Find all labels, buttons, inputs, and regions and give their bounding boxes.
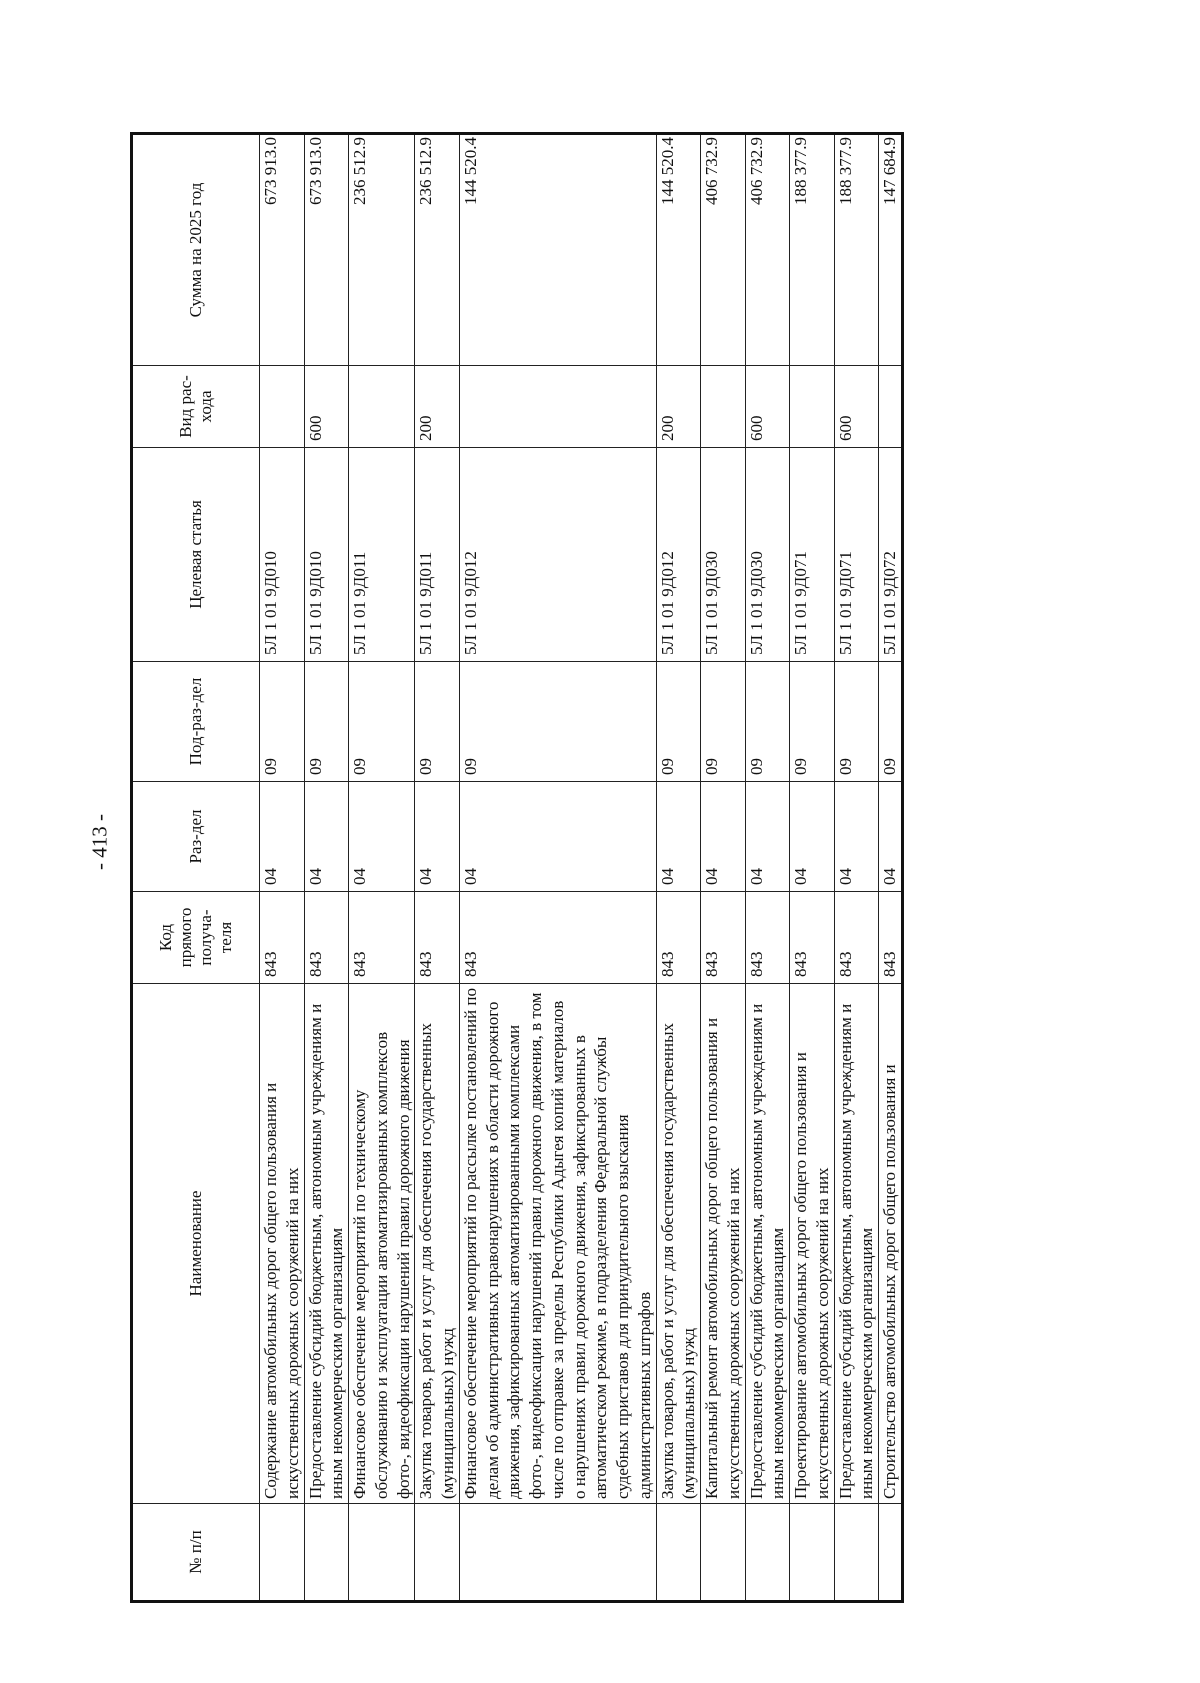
header-expense: Вид рас-хода — [132, 366, 260, 448]
header-name: Наименование — [132, 984, 260, 1504]
cell-expense — [260, 366, 305, 448]
page-number: - 413 - — [87, 814, 112, 870]
table-row — [349, 134, 415, 1602]
cell-code: 843 — [879, 892, 903, 984]
cell-code: 843 — [349, 892, 415, 984]
cell-name: Предоставление субсидий бюджетным, автономным учреждениям и иным некоммерческим организациям — [834, 984, 879, 1504]
header-code: Код прямого получа-теля — [132, 892, 260, 984]
cell-sum: 673 913.0 — [304, 134, 349, 366]
cell-article: 5Л 1 01 9Д012 — [459, 448, 656, 662]
cell-podrazdel: 09 — [459, 662, 656, 782]
table-row — [656, 134, 701, 1602]
cell-sum: 236 512.9 — [415, 134, 460, 366]
cell-podrazdel: 09 — [834, 662, 879, 782]
cell-num — [790, 1504, 835, 1602]
cell-article: 5Л 1 01 9Д030 — [745, 448, 790, 662]
cell-expense: 600 — [745, 366, 790, 448]
cell-sum: 144 520.4 — [656, 134, 701, 366]
cell-num — [349, 1504, 415, 1602]
header-razdel: Раз-дел — [132, 782, 260, 892]
cell-podrazdel: 09 — [701, 662, 746, 782]
cell-code: 843 — [701, 892, 746, 984]
cell-name: Закупка товаров, работ и услуг для обеспечения государственных (муниципальных) нужд — [415, 984, 460, 1504]
table-header-row — [132, 134, 260, 1602]
cell-razdel: 04 — [879, 782, 903, 892]
cell-podrazdel: 09 — [415, 662, 460, 782]
cell-article: 5Л 1 01 9Д012 — [656, 448, 701, 662]
header-article: Целевая статья — [132, 448, 260, 662]
cell-sum: 406 732.9 — [701, 134, 746, 366]
cell-razdel: 04 — [790, 782, 835, 892]
cell-name: Финансовое обеспечение мероприятий по техническому обслуживанию и эксплуатации автоматизированных комплексов фото-, видеофиксации нарушений правил дорожного движения — [349, 984, 415, 1504]
table-row — [415, 134, 460, 1602]
cell-razdel: 04 — [260, 782, 305, 892]
cell-sum: 144 520.4 — [459, 134, 656, 366]
cell-razdel: 04 — [349, 782, 415, 892]
header-sum: Сумма на 2025 год — [132, 134, 260, 366]
cell-name: Капитальный ремонт автомобильных дорог общего пользования и искусственных дорожных сооружений на них — [701, 984, 746, 1504]
cell-podrazdel: 09 — [304, 662, 349, 782]
cell-code: 843 — [304, 892, 349, 984]
cell-code: 843 — [745, 892, 790, 984]
cell-sum: 147 684.9 — [879, 134, 903, 366]
cell-num — [304, 1504, 349, 1602]
cell-expense: 600 — [304, 366, 349, 448]
cell-code: 843 — [260, 892, 305, 984]
cell-article: 5Л 1 01 9Д072 — [879, 448, 903, 662]
cell-num — [879, 1504, 903, 1602]
cell-article: 5Л 1 01 9Д030 — [701, 448, 746, 662]
cell-razdel: 04 — [415, 782, 460, 892]
table-row — [701, 134, 746, 1602]
cell-expense: 200 — [415, 366, 460, 448]
cell-code: 843 — [834, 892, 879, 984]
cell-expense: 600 — [834, 366, 879, 448]
cell-sum: 188 377.9 — [834, 134, 879, 366]
table-row — [879, 134, 903, 1602]
cell-expense: 200 — [656, 366, 701, 448]
cell-name: Строительство автомобильных дорог общего пользования и — [879, 984, 903, 1504]
table-row — [459, 134, 656, 1602]
table-row — [745, 134, 790, 1602]
cell-num — [656, 1504, 701, 1602]
cell-article: 5Л 1 01 9Д011 — [349, 448, 415, 662]
cell-razdel: 04 — [701, 782, 746, 892]
table-row — [260, 134, 305, 1602]
cell-num — [834, 1504, 879, 1602]
cell-name: Предоставление субсидий бюджетным, автономным учреждениям и иным некоммерческим организациям — [304, 984, 349, 1504]
cell-code: 843 — [459, 892, 656, 984]
cell-num — [415, 1504, 460, 1602]
cell-expense — [701, 366, 746, 448]
cell-razdel: 04 — [745, 782, 790, 892]
cell-expense — [459, 366, 656, 448]
cell-sum: 673 913.0 — [260, 134, 305, 366]
cell-name: Финансовое обеспечение мероприятий по рассылке постановлений по делам об административных правонарушениях в области дорожного движения, зафиксированных автоматизированными комплексами фото-, видеофиксации нарушений правил дорожного движения, в том числе по отправке за пределы Республики Адыгея копий материалов о нарушениях правил дорожного движения, зафиксированных в автоматическом режиме, в подразделения Федеральной службы судебных приставов для принудительного взыскания административных штрафов — [459, 984, 656, 1504]
cell-podrazdel: 09 — [260, 662, 305, 782]
cell-name: Закупка товаров, работ и услуг для обеспечения государственных (муниципальных) нужд — [656, 984, 701, 1504]
cell-num — [701, 1504, 746, 1602]
table-row — [834, 134, 879, 1602]
cell-sum: 236 512.9 — [349, 134, 415, 366]
cell-code: 843 — [415, 892, 460, 984]
cell-razdel: 04 — [459, 782, 656, 892]
cell-article: 5Л 1 01 9Д010 — [304, 448, 349, 662]
cell-expense — [879, 366, 903, 448]
cell-razdel: 04 — [834, 782, 879, 892]
cell-podrazdel: 09 — [656, 662, 701, 782]
cell-name: Содержание автомобильных дорог общего пользования и искусственных дорожных сооружений на них — [260, 984, 305, 1504]
cell-code: 843 — [656, 892, 701, 984]
table-row — [790, 134, 835, 1602]
cell-num — [459, 1504, 656, 1602]
cell-razdel: 04 — [304, 782, 349, 892]
cell-code: 843 — [790, 892, 835, 984]
cell-expense — [349, 366, 415, 448]
cell-podrazdel: 09 — [790, 662, 835, 782]
cell-podrazdel: 09 — [745, 662, 790, 782]
cell-razdel: 04 — [656, 782, 701, 892]
cell-article: 5Л 1 01 9Д071 — [790, 448, 835, 662]
cell-num — [745, 1504, 790, 1602]
cell-sum: 188 377.9 — [790, 134, 835, 366]
table-row — [304, 134, 349, 1602]
cell-podrazdel: 09 — [349, 662, 415, 782]
cell-num — [260, 1504, 305, 1602]
cell-name: Предоставление субсидий бюджетным, автономным учреждениям и иным некоммерческим организациям — [745, 984, 790, 1504]
budget-table-sheet — [130, 135, 1054, 1603]
cell-article: 5Л 1 01 9Д071 — [834, 448, 879, 662]
header-podrazdel: Под-раз-дел — [132, 662, 260, 782]
header-num: № п/п — [132, 1504, 260, 1602]
budget-table — [130, 132, 904, 1603]
cell-sum: 406 732.9 — [745, 134, 790, 366]
cell-expense — [790, 366, 835, 448]
cell-name: Проектирование автомобильных дорог общего пользования и искусственных дорожных сооружений на них — [790, 984, 835, 1504]
cell-podrazdel: 09 — [879, 662, 903, 782]
cell-article: 5Л 1 01 9Д011 — [415, 448, 460, 662]
cell-article: 5Л 1 01 9Д010 — [260, 448, 305, 662]
